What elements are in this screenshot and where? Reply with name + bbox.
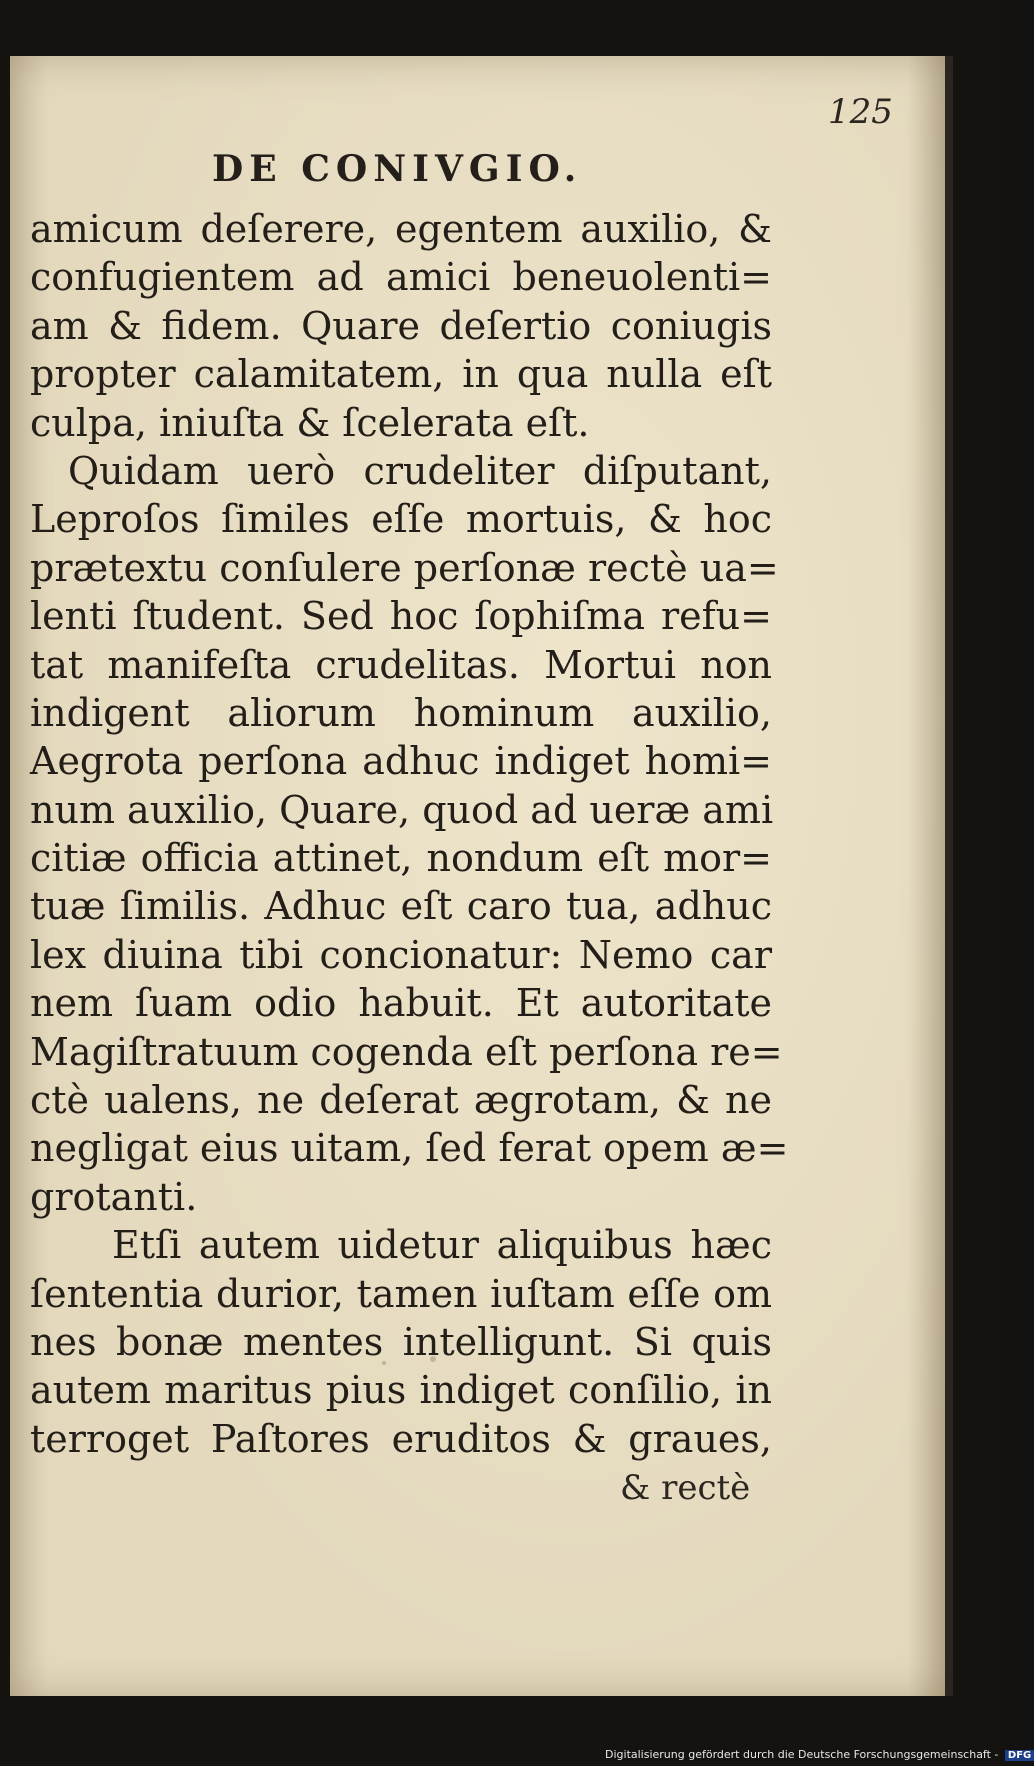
text-line: culpa, iniuſta & ſcelerata eſt. <box>30 400 590 445</box>
credit-text: Digitalisierung gefördert durch die Deutsche Forschungsgemeinschaft - <box>605 1748 999 1761</box>
text-line: ctè ualens, ne deſerat ægrotam, & ne <box>30 1078 772 1123</box>
text-line: Leproſos ſimiles eſſe mortuis, & hoc <box>30 497 772 542</box>
text-line: Quidam uerò crudeliter diſputant, <box>68 448 772 493</box>
text-line: negligat eius uitam, ſed ferat opem æ= <box>30 1126 789 1171</box>
text-line: confugientem ad amici beneuolenti= <box>30 255 772 300</box>
folio-number: 125 <box>828 92 893 132</box>
text-line: grotanti. <box>30 1174 198 1219</box>
text-line: lenti ſtudent. Sed hoc ſophiſma refu= <box>30 594 772 639</box>
catchword: & rectè <box>620 1468 751 1508</box>
text-line: Aegrota perſona adhuc indiget homi= <box>30 739 772 784</box>
text-line: terroget Paſtores eruditos & graues, <box>30 1416 772 1461</box>
text-line: propter calamitatem, in qua nulla eſt <box>30 352 772 397</box>
text-line: tat manifeſta crudelitas. Mortui non <box>30 642 772 687</box>
text-line: indigent aliorum hominum auxilio, <box>30 690 772 735</box>
text-line: autem maritus pius indiget conſilio, in <box>30 1368 772 1413</box>
text-line: nes bonæ mentes intelligunt. Si quis <box>30 1319 772 1364</box>
page-edge-shadow <box>945 56 953 1696</box>
text-line: prætextu conſulere perſonæ rectè ua= <box>30 545 779 590</box>
text-line: tuæ ſimilis. Adhuc eſt caro tua, adhuc <box>30 884 772 929</box>
text-line: amicum deſerere, egentem auxilio, & <box>30 207 772 251</box>
body-text <box>30 205 789 1463</box>
text-line: am & fidem. Quare deſertio coniugis <box>30 303 772 348</box>
running-head: DE CONIVGIO. <box>212 148 583 190</box>
text-line: ſententia durior, tamen iuſtam eſſe om <box>30 1271 772 1316</box>
text-line: Magiſtratuum cogenda eſt perſona re= <box>30 1029 783 1074</box>
text-line: nem ſuam odio habuit. Et autoritate <box>30 981 772 1026</box>
text-line: lex diuina tibi concionatur: Nemo car <box>30 932 772 977</box>
dfg-logo: DFG <box>1005 1750 1034 1761</box>
text-line: num auxilio, Quare, quod ad ueræ ami <box>30 787 774 832</box>
digitization-credit <box>605 1748 1034 1761</box>
text-line: Etſi autem uidetur aliquibus hæc <box>112 1223 772 1268</box>
text-line: citiæ officia attinet, nondum eſt mor= <box>30 836 772 881</box>
